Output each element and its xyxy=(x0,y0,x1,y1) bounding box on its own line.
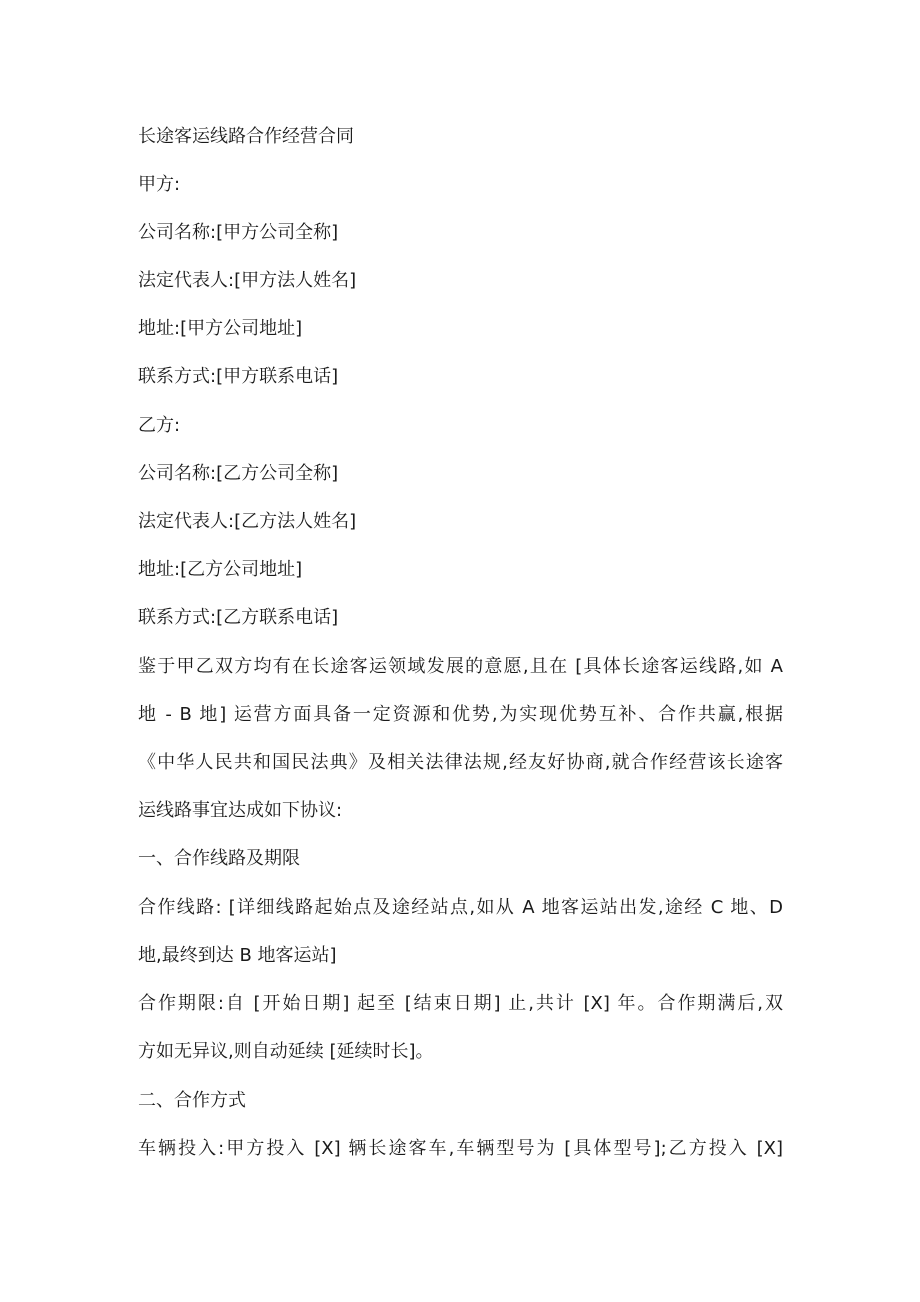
party-a-representative: 法定代表人:[甲方法人姓名] xyxy=(138,270,357,291)
vehicles-line: 车辆投入:甲方投入 [X] 辆长途客车,车辆型号为 [具体型号];乙方投入 [X] xyxy=(138,1138,783,1159)
party-a-contact: 联系方式:[甲方联系电话] xyxy=(138,366,339,387)
section-2-heading: 二、合作方式 xyxy=(138,1090,246,1111)
section-1-heading: 一、合作线路及期限 xyxy=(138,848,300,869)
party-a-company: 公司名称:[甲方公司全称] xyxy=(138,222,339,243)
period-line: 方如无异议,则自动延续 [延续时长]。 xyxy=(138,1041,434,1062)
preamble-line: 运线路事宜达成如下协议: xyxy=(138,800,343,821)
party-b-label: 乙方: xyxy=(138,415,181,436)
party-a-address: 地址:[甲方公司地址] xyxy=(138,318,303,339)
period-line: 合作期限:自 [开始日期] 起至 [结束日期] 止,共计 [X] 年。合作期满后,双 xyxy=(138,993,783,1014)
preamble-line: 《中华人民共和国民法典》及相关法律法规,经友好协商,就合作经营该长途客 xyxy=(138,752,783,773)
document-title: 长途客运线路合作经营合同 xyxy=(138,126,354,147)
preamble-line: 地 - B 地] 运营方面具备一定资源和优势,为实现优势互补、合作共赢,根据 xyxy=(138,704,783,725)
route-line: 合作线路: [详细线路起始点及途经站点,如从 A 地客运站出发,途经 C 地、D xyxy=(138,897,783,918)
party-b-representative: 法定代表人:[乙方法人姓名] xyxy=(138,511,357,532)
party-b-address: 地址:[乙方公司地址] xyxy=(138,559,303,580)
preamble-line: 鉴于甲乙双方均有在长途客运领域发展的意愿,且在 [具体长途客运线路,如 A xyxy=(138,656,783,677)
party-b-contact: 联系方式:[乙方联系电话] xyxy=(138,607,339,628)
party-b-company: 公司名称:[乙方公司全称] xyxy=(138,463,339,484)
route-line: 地,最终到达 B 地客运站] xyxy=(138,945,337,966)
party-a-label: 甲方: xyxy=(138,174,181,195)
